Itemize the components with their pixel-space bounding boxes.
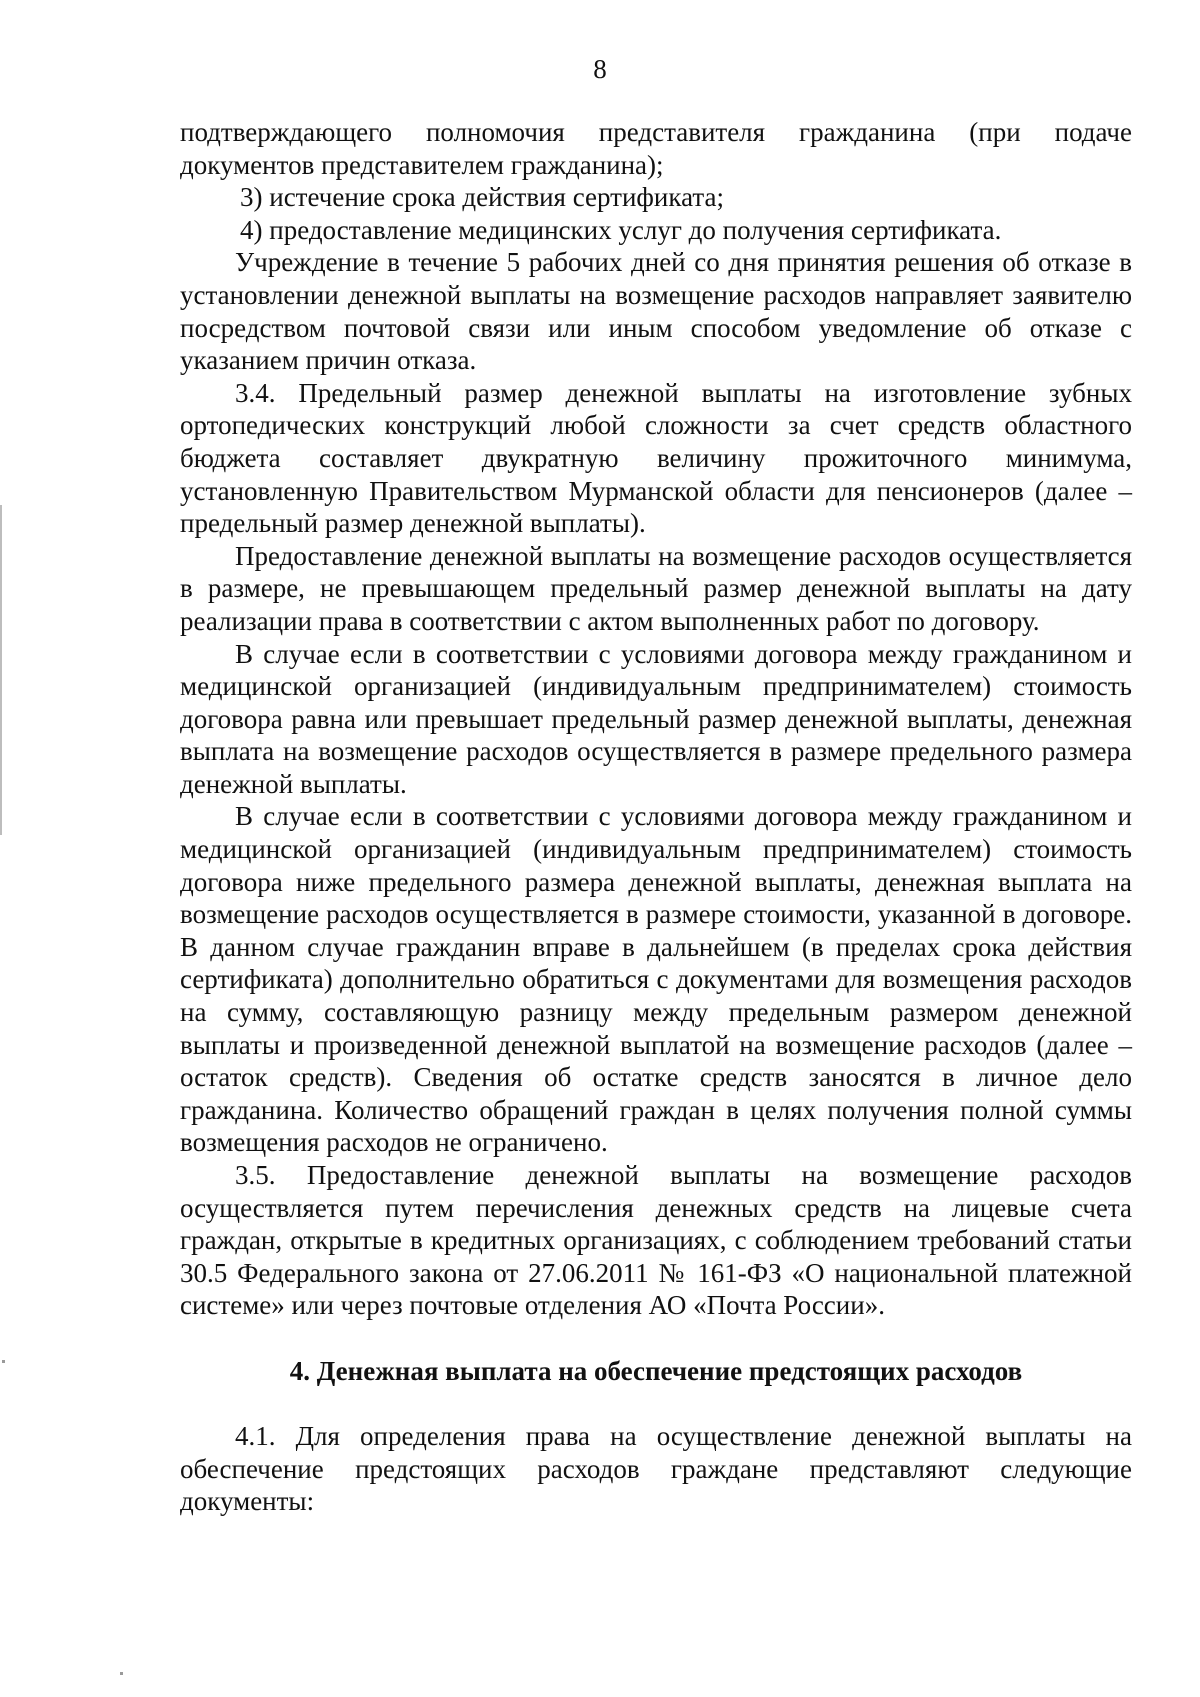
section-heading: 4. Денежная выплата на обеспечение предстоящих расходов [289, 1355, 1023, 1386]
list-item-4: 4) предоставление медицинских услуг до получения сертификата. [240, 214, 1002, 245]
clause-3-4: 3.4. Предельный размер денежной выплаты на изготовление зубных ортопедических конструкций любой сложности за счет средств областного бюджета составляет двукратную величину прожиточного минимума, установленную Правительством Мурманской области для пенсионеров (далее – предельный размер денежной выплаты). [180, 377, 1132, 539]
scan-edge-mark [0, 505, 2, 835]
paragraph-continuation: подтверждающего полномочия представителя гражданина (при подаче документов представителем гражданина); [180, 117, 1132, 180]
paragraph-refusal-notice: Учреждение в течение 5 рабочих дней со дня принятия решения об отказе в установлении денежной выплаты на возмещение расходов направляет заявителю посредством почтовой связи или иным способом уведомление об отказе с указанием причин отказа. [180, 247, 1132, 376]
paragraph-cost-exceeds: В случае если в соответствии с условиями договора между гражданином и медицинской организацией (индивидуальным предпринимателем) стоимость договора равна или превышает предельный размер денежной выплаты, денежная выплата на возмещение расходов осуществляется в размере предельного размера денежной выплаты. [180, 638, 1132, 799]
scan-speck [2, 1360, 5, 1363]
paragraph-payment-limit: Предоставление денежной выплаты на возмещение расходов осуществляется в размере, не превышающем предельный размер денежной выплаты на дату реализации права в соответствии с актом выполненных работ по договору. [180, 540, 1132, 636]
page-number: 8 [593, 54, 607, 84]
scan-speck [120, 1672, 123, 1675]
list-item-3: 3) истечение срока действия сертификата; [240, 182, 724, 213]
document-body [180, 116, 1132, 1518]
clause-4-1: 4.1. Для определения права на осуществление денежной выплаты на обеспечение предстоящих расходов граждане представляют следующие документы: [180, 1420, 1132, 1517]
clause-3-5: 3.5. Предоставление денежной выплаты на возмещение расходов осуществляется путем перечисления денежных средств на лицевые счета граждан, открытые в кредитных организациях, с соблюдением требований статьи 30.5 Федерального закона от 27.06.2011 № 161-ФЗ «О национальной платежной системе» или через почтовые отделения АО «Почта России». [180, 1160, 1132, 1321]
paragraph-cost-below: В случае если в соответствии с условиями договора между гражданином и медицинской организацией (индивидуальным предпринимателем) стоимость договора ниже предельного размера денежной выплаты, денежная выплата на возмещение расходов осуществляется в размере стоимости, указанной в договоре. В данном случае гражданин вправе в дальнейшем (в пределах срока действия сертификата) дополнительно обратиться с документами для возмещения расходов на сумму, составляющую разницу между предельным размером денежной выплаты и произведенной денежной выплатой на возмещение расходов (далее – остаток средств). Сведения об остатке средств заносятся в личное дело гражданина. Количество обращений граждан в целях получения полной суммы возмещения расходов не ограничено. [180, 801, 1132, 1158]
